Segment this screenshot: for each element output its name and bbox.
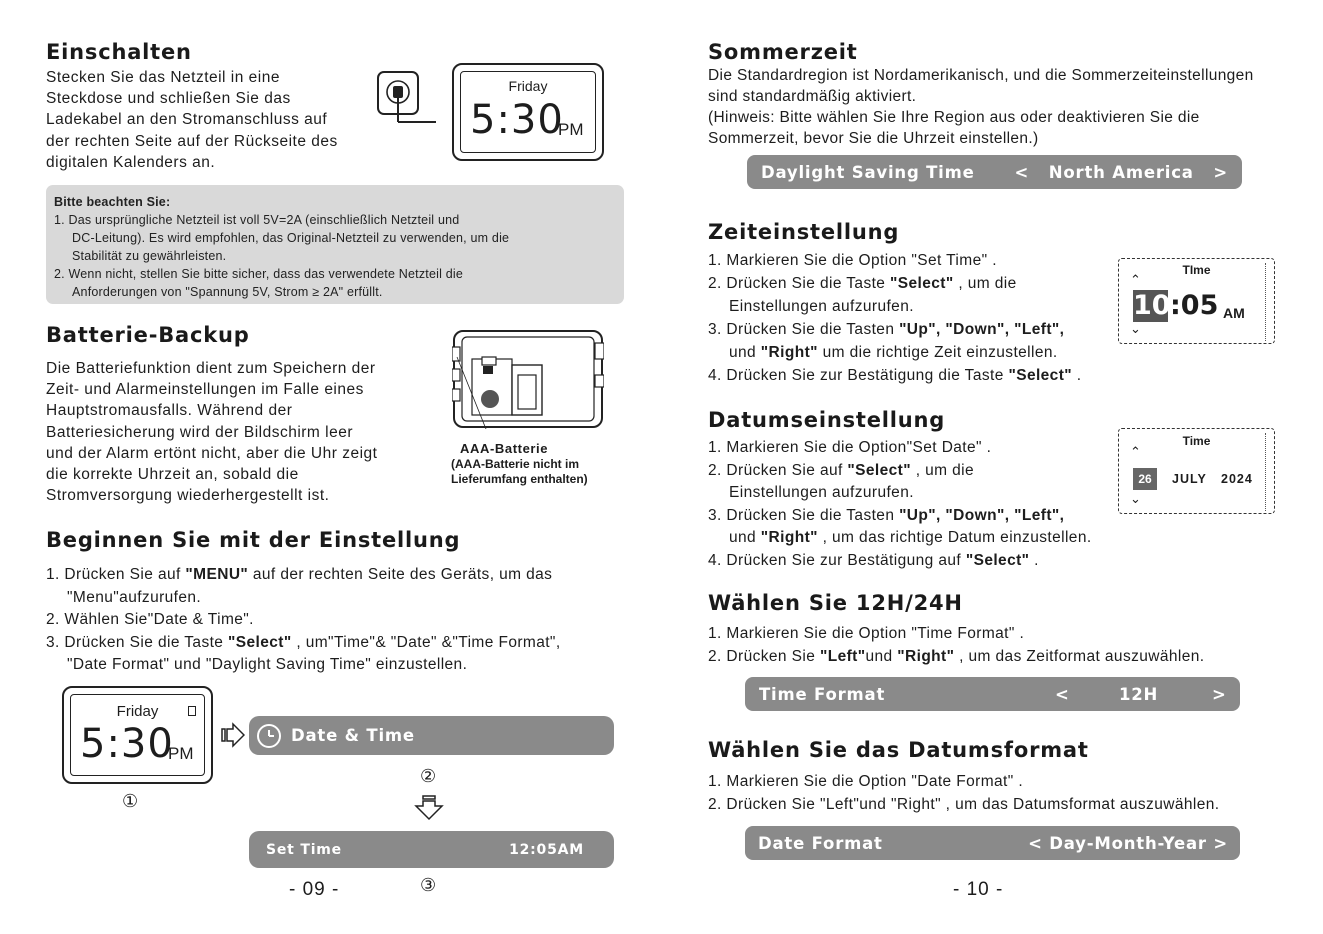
clock-illustration-bottom [62,686,213,784]
chevron-up-icon: ⌃ [1130,444,1141,459]
note-title: Bitte beachten Sie: [54,195,171,209]
clock-time: 5:30 [470,97,564,143]
note-box: Bitte beachten Sie: 1. Das ursprüngliche Netzteil ist voll 5V=2A (einschließlich Netzteil und DC-Leitung). Es wird empfohlen, das Original-Netzteil zu verwenden, um die Stabilität zu gewährleisten. 2. Wenn nicht, stellen Sie bitte sicher, dass das verwendete Netzteil die Anforderungen von "Spannung 5V, Strom ≥ 2A" erfüllt. [46,185,624,304]
battery-caption-1: AAA-Batterie [460,441,549,456]
time-format-bar [745,677,1240,711]
clock-day: Friday [508,78,548,94]
time-steps: 1. Markieren Sie die Option "Set Time" . 2. Drücken Sie die Taste "Select" , um die Einstellungen aufzurufen. 3. Drücken Sie die Tasten "Up", "Down", "Left", und "Right" um die richtige Zeit einzustellen. 4. Drücken Sie zur Bestätigung die Taste "Select" . [708,252,1082,384]
dst-bar [747,155,1242,189]
battery-paragraph: Die Batteriefunktion dient zum Speichern der Zeit- und Alarmeinstellungen im Falle eines Hauptstromausfalls. Während der Batteriesicherung wird der Bildschirm leer und der Alarm ertönt nicht, aber die Uhr zeigt die korrekte Uhrzeit an, sobald die Stromversorgung wiederhergestellt ist. [46,360,378,505]
dateformat-steps: 1. Markieren Sie die Option "Date Format" . 2. Drücken Sie "Left"und "Right" , um das Datumsformat auszuwählen. [708,773,1220,813]
time-format-right-arrow: > [1212,684,1227,704]
time-box-minutes: :05 [1170,290,1219,321]
dst-bar-value: < North America > [1014,162,1228,182]
date-box-title: Time [1182,434,1211,448]
date-box-year: 2024 [1221,472,1253,486]
arrow-right-icon [221,722,245,753]
battery-caption-3: Lieferumfang enthalten) [451,472,588,486]
date-settings-box [1118,428,1275,514]
clock-illustration-top [452,63,604,161]
time-format-label: Time Format [759,684,886,704]
heading-einschalten: Einschalten [46,40,192,64]
date-format-value: < Day-Month-Year > [1028,833,1228,853]
chevron-down-icon: ⌄ [1130,321,1141,336]
date-box-day: 26 [1133,468,1157,490]
setup-steps: 1. Drücken Sie auf "MENU" auf der rechten Seite des Geräts, um das "Menu"aufzurufen. 2. Wählen Sie"Date & Time". 3. Drücken Sie die Taste "Select" , um"Time"& "Date" &"Time Format", "Date Format" und "Daylight Saving Time" einzustellen. [46,566,561,673]
heading-12h24h: Wählen Sie 12H/24H [708,591,963,615]
page-number-left: - 09 - [289,879,340,900]
menu-date-time [249,716,614,755]
settime-label: Set Time [266,841,342,858]
menu-date-time-label: Date & Time [291,726,415,745]
heading-zeiteinstellung: Zeiteinstellung [708,220,900,244]
heading-setup: Beginnen Sie mit der Einstellung [46,528,461,552]
battery-caption-2: (AAA-Batterie nicht im [451,457,580,471]
chevron-down-icon: ⌄ [1130,491,1141,506]
outlet-icon [376,70,436,122]
date-format-label: Date Format [758,833,883,853]
clock-ampm: PM [168,744,194,763]
clock-icon [257,724,281,748]
time-box-ampm: AM [1223,305,1245,321]
card-icon [188,706,196,716]
step-number-3: ③ [420,875,437,896]
format12-steps: 1. Markieren Sie die Option "Time Format" . 2. Drücken Sie "Left"und "Right" , um das Zeitformat auszuwählen. [708,625,1205,665]
date-format-bar [745,826,1240,860]
clock-time: 5:30 [80,721,174,767]
clock-day: Friday [116,703,159,720]
step-number-2: ② [420,766,437,787]
date-steps: 1. Markieren Sie die Option"Set Date" . 2. Drücken Sie auf "Select" , um die Einstellungen aufzurufen. 3. Drücken Sie die Tasten "Up", "Down", "Left", und "Right" , um das richtige Datum einzustellen. 4. Drücken Sie zur Bestätigung auf "Select" . [708,439,1092,569]
time-format-value: 12H [1119,684,1159,704]
power-paragraph: Stecken Sie das Netzteil in eine Steckdose und schließen Sie das Ladekabel an den Stromanschluss auf der rechten Seite auf der Rückseite des digitalen Kalenders an. [46,69,338,171]
settime-value: 12:05AM [509,841,584,858]
heading-sommerzeit: Sommerzeit [708,40,858,64]
dst-bar-label: Daylight Saving Time [761,162,975,182]
time-box-title: TIme [1182,263,1211,277]
side-buttons-icon [1265,263,1272,341]
heading-datumseinstellung: Datumseinstellung [708,408,946,432]
heading-datumsformat: Wählen Sie das Datumsformat [708,738,1089,762]
clock-ampm: PM [558,120,584,139]
date-box-month: JULY [1172,472,1207,486]
settime-bar [249,831,614,868]
chevron-up-icon: ⌃ [1130,272,1141,287]
arrow-down-icon [414,795,444,826]
dst-paragraph: Die Standardregion ist Nordamerikanisch, und die Sommerzeiteinstellungen sind standardmäßig aktiviert. (Hinweis: Bitte wählen Sie Ihre Region aus oder deaktivieren Sie die Sommerzeit, bevor Sie die Uhrzeit einstellen.) [708,67,1254,147]
step-number-1: ① [122,791,139,812]
device-back-illustration [452,329,604,429]
time-settings-box [1118,258,1275,344]
heading-battery: Batterie-Backup [46,323,250,347]
time-box-hour: 10 [1133,290,1171,321]
time-format-left-arrow: < [1055,684,1070,704]
side-buttons-icon [1265,433,1272,511]
page-number-right: - 10 - [953,879,1004,900]
